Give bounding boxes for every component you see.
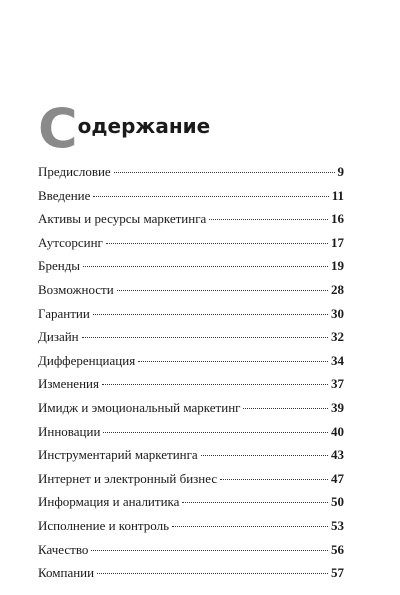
toc-entry[interactable] — [38, 372, 344, 396]
toc-entry-title: Интернет и электронный бизнес — [38, 470, 218, 486]
dot-leader — [243, 408, 328, 409]
toc-entry-title: Дифференциация — [38, 352, 136, 368]
toc-entry-title: Компании — [38, 565, 95, 581]
dot-leader — [209, 219, 328, 220]
toc-entry[interactable] — [38, 278, 344, 302]
dot-leader — [93, 196, 328, 197]
dot-leader — [117, 290, 328, 291]
dot-leader — [93, 314, 328, 315]
toc-entry-title: Введение — [38, 187, 91, 203]
toc-entry-title: Изменения — [38, 376, 99, 392]
toc-entry-title: Инновации — [38, 423, 101, 439]
toc-entry-page-number: 47 — [331, 470, 344, 486]
toc-entry-title: Качество — [38, 541, 89, 557]
toc-entry[interactable] — [38, 490, 344, 514]
toc-entry-page-number: 11 — [331, 187, 344, 203]
toc-entry-page-number: 28 — [331, 281, 344, 297]
toc-entry-page-number: 57 — [331, 565, 344, 581]
dot-leader — [106, 243, 328, 244]
toc-entry[interactable] — [38, 325, 344, 349]
toc-entry-title: Аутсорсинг — [38, 234, 103, 250]
dot-leader — [91, 550, 328, 551]
toc-entry[interactable] — [38, 561, 344, 585]
dot-leader — [102, 384, 328, 385]
toc-entry-page-number: 50 — [331, 494, 344, 510]
toc-entry-title: Исполнение и контроль — [38, 517, 169, 533]
toc-entry-title: Активы и ресурсы маркетинга — [38, 211, 207, 227]
toc-entry[interactable] — [38, 443, 344, 467]
toc-entry-title: Возможности — [38, 281, 114, 297]
toc-entry[interactable] — [38, 420, 344, 444]
toc-entry[interactable] — [38, 207, 344, 231]
toc-entry-page-number: 19 — [331, 258, 344, 274]
toc-entry-page-number: 40 — [331, 423, 344, 439]
toc-entry-page-number: 43 — [331, 447, 344, 463]
toc-entry-page-number: 34 — [331, 352, 344, 368]
toc-entry-page-number: 30 — [331, 305, 344, 321]
dot-leader — [138, 361, 328, 362]
dot-leader — [114, 172, 335, 173]
toc-entry-page-number: 16 — [331, 211, 344, 227]
toc-entry-page-number: 39 — [331, 399, 344, 415]
toc-entry[interactable] — [38, 184, 344, 208]
toc-entry[interactable] — [38, 349, 344, 373]
title-rest: одержание — [77, 114, 211, 138]
table-of-contents — [38, 160, 344, 585]
toc-entry[interactable] — [38, 396, 344, 420]
toc-entry[interactable] — [38, 514, 344, 538]
toc-entry-title: Информация и аналитика — [38, 494, 180, 510]
dot-leader — [201, 455, 328, 456]
toc-entry-title: Дизайн — [38, 329, 79, 345]
title-initial-letter: С — [38, 97, 77, 160]
toc-entry[interactable] — [38, 467, 344, 491]
toc-entry-title: Инструментарий маркетинга — [38, 447, 198, 463]
toc-entry-title: Имидж и эмоциональный маркетинг — [38, 399, 241, 415]
dot-leader — [97, 573, 328, 574]
toc-entry[interactable] — [38, 254, 344, 278]
page-title — [38, 97, 211, 160]
toc-entry-title: Предисловие — [38, 164, 111, 179]
dot-leader — [182, 502, 328, 503]
toc-entry[interactable] — [38, 160, 344, 184]
toc-entry[interactable] — [38, 538, 344, 562]
dot-leader — [83, 266, 328, 267]
toc-entry-title: Бренды — [38, 258, 81, 274]
toc-entry-page-number: 53 — [331, 517, 344, 533]
dot-leader — [103, 432, 328, 433]
dot-leader — [82, 337, 328, 338]
dot-leader — [220, 479, 328, 480]
toc-entry-title: Гарантии — [38, 305, 90, 321]
dot-leader — [172, 526, 328, 527]
toc-entry-page-number: 32 — [331, 329, 344, 345]
toc-entry[interactable] — [38, 302, 344, 326]
toc-entry-page-number: 9 — [337, 164, 344, 179]
toc-entry-page-number: 37 — [331, 376, 344, 392]
toc-entry[interactable] — [38, 231, 344, 255]
toc-entry-page-number: 17 — [331, 234, 344, 250]
toc-entry-page-number: 56 — [331, 541, 344, 557]
